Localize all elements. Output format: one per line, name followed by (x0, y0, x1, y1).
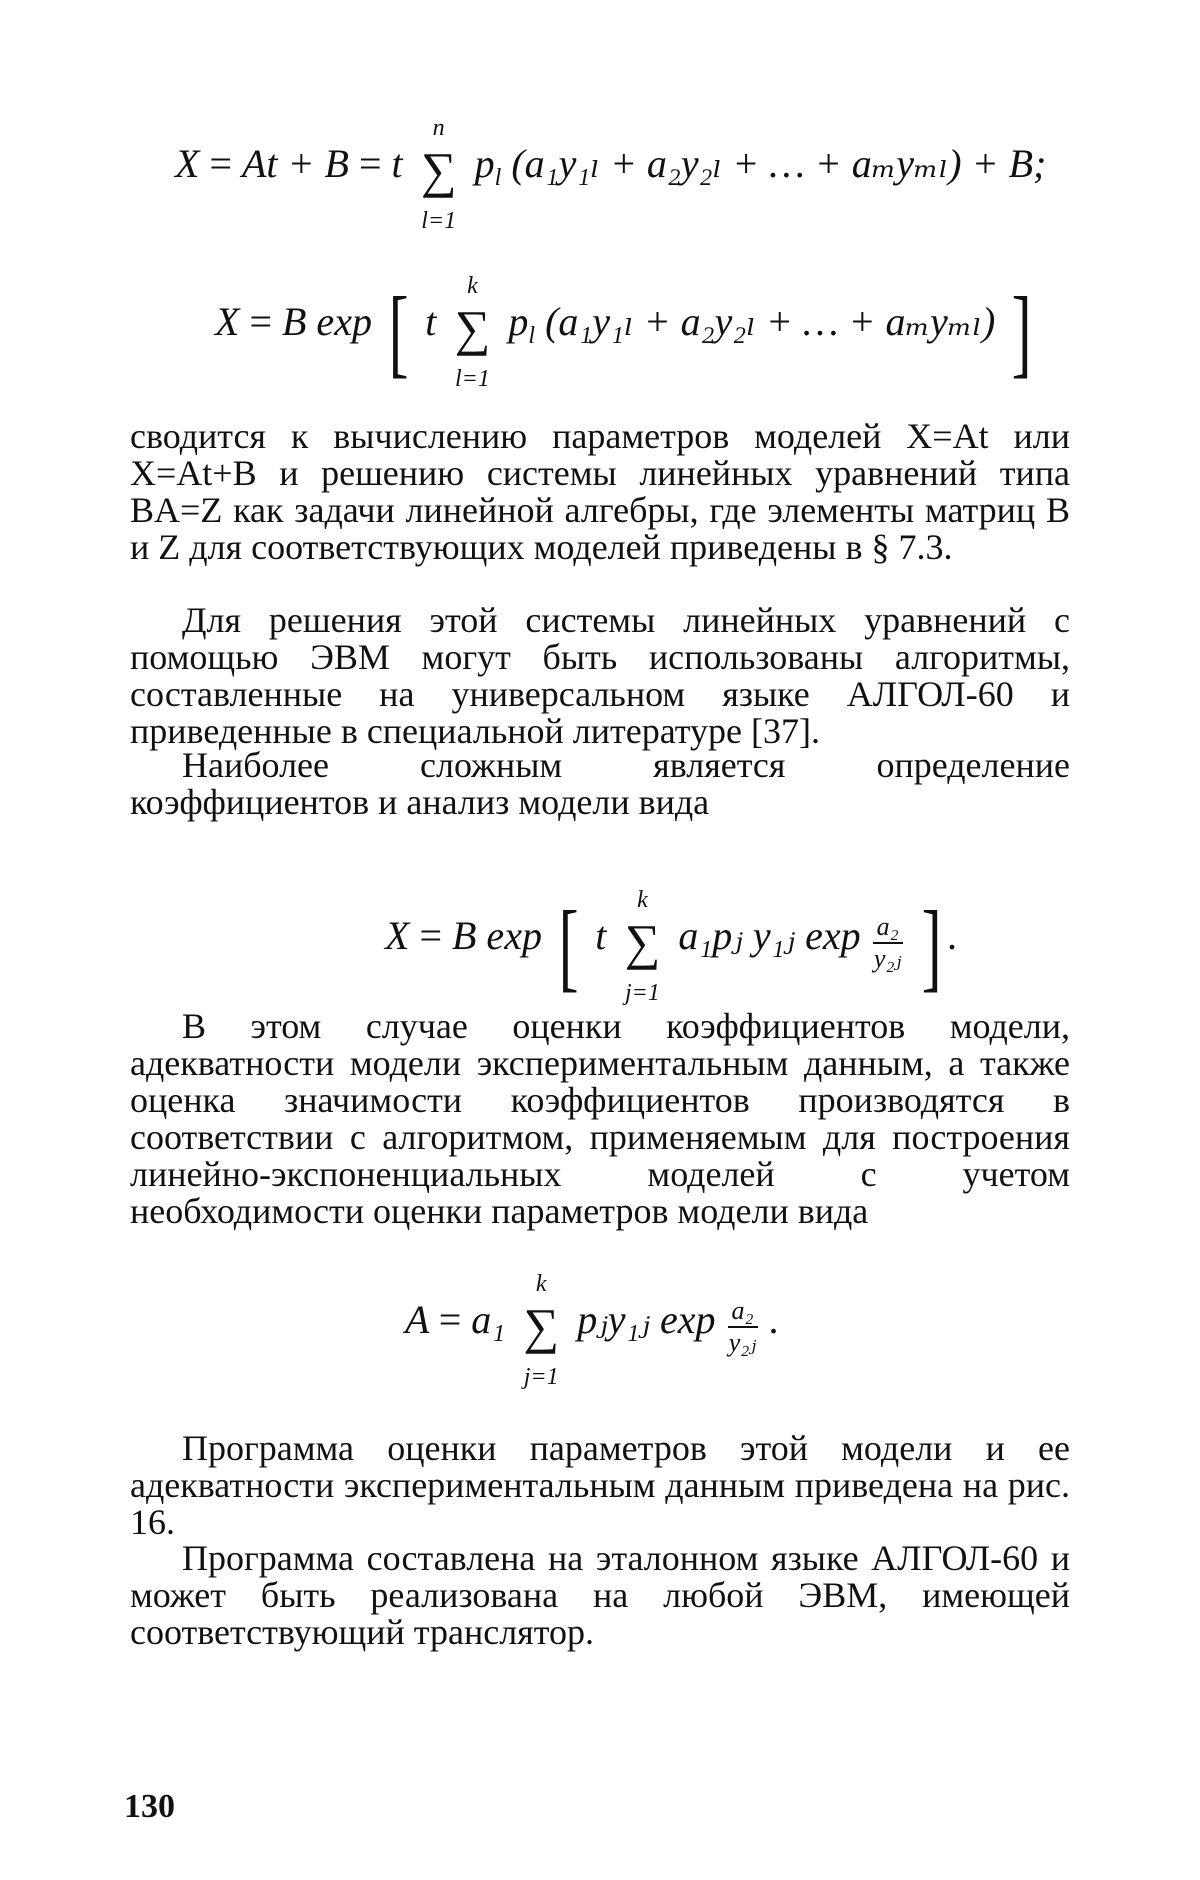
sum-upper-limit: n (432, 115, 445, 141)
fraction-denominator: y₂ⱼ (873, 944, 902, 973)
formula-4-lhs: A (405, 1297, 429, 1342)
paragraph-2: Для решения этой системы линейных уравнений с помощью ЭВМ могут быть использованы алгоритмы, составленные на универсальном языке АЛГОЛ-60 и приведенные в специальной литературе [37]. (130, 600, 1070, 751)
formula-3-rhs: B exp (452, 913, 542, 958)
formula-1-lhs: X (175, 141, 200, 186)
formula-2-lhs: X (215, 299, 240, 344)
formula-3: X = B exp [ t k ∑ j=1 a₁pⱼ y₁ⱼ exp $\frac{\text{a₂}}{\text{y₂ⱼ}}$ ] . (385, 887, 958, 1006)
paragraph-5: Программа оценки параметров этой модели и ее адекватности экспериментальным данным приведена на рис. 16. (130, 1428, 1070, 1542)
formula-3-sum: k ∑ j=1 (616, 917, 668, 967)
formula-1: X = At + B = t n ∑ l=1 $p_l$ (a₁y₁ₗ + a₂y₂ₗ + … + aₘyₘₗ) + B; (175, 115, 1047, 234)
formula-1-t: t (391, 141, 403, 186)
formula-1-rhs: At + B (242, 141, 349, 186)
formula-2-p: p (508, 299, 529, 344)
formula-4-body: pⱼy₁ⱼ exp (577, 1297, 716, 1342)
page-number: 130 (124, 1788, 175, 1825)
formula-2: X = B exp [ t k ∑ l=1 $p_l$ (a₁y₁ₗ + a₂y₂ₗ + … + aₘyₘₗ) ] (215, 273, 1032, 392)
formula-1-sum: n ∑ l=1 (413, 145, 465, 195)
formula-4-fraction (728, 1296, 758, 1358)
formula-3-fraction (873, 912, 903, 974)
formula-2-tail: (a₁y₁ₗ + a₂y₂ₗ + … + aₘyₘₗ) (545, 299, 996, 344)
formula-4-rhs: a₁ (471, 1297, 506, 1342)
formula-4-sum: k ∑ j=1 (515, 1301, 567, 1351)
paragraph-6: Программа составлена на эталонном языке АЛГОЛ-60 и может быть реализована на любой ЭВМ, имеющей соответствующий транслятор. (130, 1538, 1070, 1652)
formula-1-tail: (a₁y₁ₗ + a₂y₂ₗ + … + aₘyₘₗ) + B; (511, 141, 1047, 186)
formula-1-p: p (474, 141, 495, 186)
fraction-denominator: y₂ⱼ (728, 1328, 757, 1357)
paragraph-4: В этом случае оценки коэффициентов модели, адекватности модели экспериментальным данным, а также оценка значимости коэффициентов производятся в соответствии с алгоритмом, применяемым для построения линейно-экспоненциальных моделей с учетом необходимости оценки параметров модели вида (130, 1006, 1070, 1231)
formula-2-sum: k ∑ l=1 (446, 303, 498, 353)
formula-3-t: t (595, 913, 607, 958)
sum-lower-limit: j=1 (523, 1364, 559, 1390)
sum-upper-limit: k (467, 273, 478, 299)
sum-upper-limit: k (535, 1271, 547, 1297)
paragraph-3: Наиболее сложным является определение коэффициентов и анализ модели вида (130, 745, 1070, 822)
sum-lower-limit: l=1 (454, 366, 490, 392)
sum-lower-limit: j=1 (624, 980, 660, 1006)
formula-4: A = a₁ k ∑ j=1 pⱼy₁ⱼ exp $\frac{\text{a₂}}{\text{y₂ⱼ}}$ . (405, 1271, 780, 1390)
formula-3-end: . (947, 913, 958, 958)
formula-2-rhs: B exp (282, 299, 372, 344)
formula-3-lhs: X (385, 913, 410, 958)
formula-4-end: . (769, 1297, 780, 1342)
fraction-numerator: a₂ (873, 912, 903, 944)
fraction-numerator: a₂ (728, 1296, 758, 1328)
formula-3-body: a₁pⱼ y₁ⱼ exp (678, 913, 861, 958)
formula-1-p-sub: l (494, 165, 502, 191)
formula-2-t: t (425, 299, 437, 344)
sum-upper-limit: k (637, 887, 648, 913)
sum-lower-limit: l=1 (421, 208, 457, 234)
paragraph-1: сводится к вычислению параметров моделей X=At или X=At+B и решению системы линейных уравнений типа BA=Z как задачи линейной алгебры, где элементы матриц B и Z для соответствующих моделей приведены в § 7.3. (130, 416, 1070, 567)
formula-2-p-sub: l (528, 323, 536, 349)
